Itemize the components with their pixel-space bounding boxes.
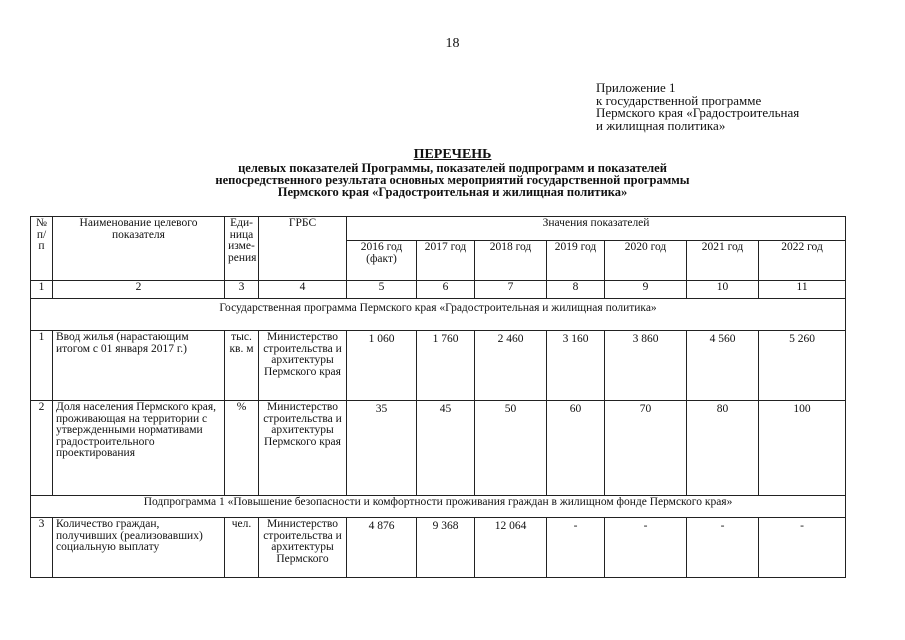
row-value: 100 [759, 401, 846, 496]
row-name: Ввод жилья (нарастающим итогом с 01 января 2017 г.) [53, 331, 225, 401]
header-year: 2022 год [759, 241, 846, 281]
row-value: 5 260 [759, 331, 846, 401]
row-unit: тыс. кв. м [225, 331, 259, 401]
row-value: 45 [417, 401, 475, 496]
header-num: № п/п [31, 217, 53, 281]
column-number: 7 [475, 281, 547, 299]
row-value: - [687, 518, 759, 578]
row-num: 1 [31, 331, 53, 401]
row-name: Доля населения Пермского края, проживающая на территории с утвержденными нормативами градостроительного проектирования [53, 401, 225, 496]
row-value: 70 [605, 401, 687, 496]
row-value: 50 [475, 401, 547, 496]
heading-line: целевых показателей Программы, показателей подпрограмм и показателей [238, 161, 667, 175]
header-year: 2018 год [475, 241, 547, 281]
row-num: 3 [31, 518, 53, 578]
column-number: 1 [31, 281, 53, 299]
row-grbs: Министерство строительства и архитектуры Пермского [259, 518, 347, 578]
row-value: - [759, 518, 846, 578]
row-value: 3 860 [605, 331, 687, 401]
section-title: Государственная программа Пермского края «Градостроительная и жилищная политика» [31, 299, 846, 331]
table-row [31, 518, 846, 578]
column-number: 5 [347, 281, 417, 299]
section-row [31, 496, 846, 518]
page-number: 18 [445, 36, 460, 51]
column-number: 10 [687, 281, 759, 299]
appendix-line: Приложение 1 [596, 80, 676, 95]
column-numbers-row [31, 281, 846, 299]
section-title: Подпрограмма 1 «Повышение безопасности и комфортности проживания граждан в жилищном фонде Пермского края» [31, 496, 846, 518]
row-value: 3 160 [547, 331, 605, 401]
header-year: 2016 год (факт) [347, 241, 417, 281]
row-value: 35 [347, 401, 417, 496]
row-unit: чел. [225, 518, 259, 578]
row-grbs: Министерство строительства и архитектуры Пермского края [259, 331, 347, 401]
appendix-note [596, 82, 799, 132]
document-heading [0, 148, 905, 198]
header-year: 2020 год [605, 241, 687, 281]
header-year: 2019 год [547, 241, 605, 281]
header-values-group: Значения показателей [347, 217, 846, 241]
row-value: - [547, 518, 605, 578]
table-row [31, 331, 846, 401]
column-number: 11 [759, 281, 846, 299]
appendix-line: и жилищная политика» [596, 117, 726, 133]
table-row [31, 401, 846, 496]
row-value: - [605, 518, 687, 578]
row-value: 2 460 [475, 331, 547, 401]
row-value: 1 760 [417, 331, 475, 401]
header-name: Наименование целевого показателя [53, 217, 225, 281]
indicators-table [30, 216, 846, 578]
row-value: 4 560 [687, 331, 759, 401]
heading-line: Пермского края «Градостроительная и жилищная политика» [277, 185, 628, 199]
appendix-line: к государственной программе [596, 92, 762, 108]
row-value: 12 064 [475, 518, 547, 578]
heading-line: непосредственного результата основных мероприятий государственной программы [215, 173, 690, 187]
row-unit: % [225, 401, 259, 496]
header-year: 2021 год [687, 241, 759, 281]
column-number: 2 [53, 281, 225, 299]
appendix-line: Пермского края «Градостроительная [596, 105, 800, 120]
header-unit: Еди-ница изме-рения [225, 217, 259, 281]
column-number: 6 [417, 281, 475, 299]
row-value: 60 [547, 401, 605, 496]
heading-title: ПЕРЕЧЕНЬ [413, 147, 492, 162]
header-grbs: ГРБС [259, 217, 347, 281]
column-number: 9 [605, 281, 687, 299]
row-value: 80 [687, 401, 759, 496]
row-value: 9 368 [417, 518, 475, 578]
row-value: 4 876 [347, 518, 417, 578]
column-number: 3 [225, 281, 259, 299]
section-row [31, 299, 846, 331]
header-year: 2017 год [417, 241, 475, 281]
row-name: Количество граждан, получивших (реализовавших) социальную выплату [53, 518, 225, 578]
row-value: 1 060 [347, 331, 417, 401]
column-number: 8 [547, 281, 605, 299]
column-number: 4 [259, 281, 347, 299]
row-grbs: Министерство строительства и архитектуры Пермского края [259, 401, 347, 496]
row-num: 2 [31, 401, 53, 496]
